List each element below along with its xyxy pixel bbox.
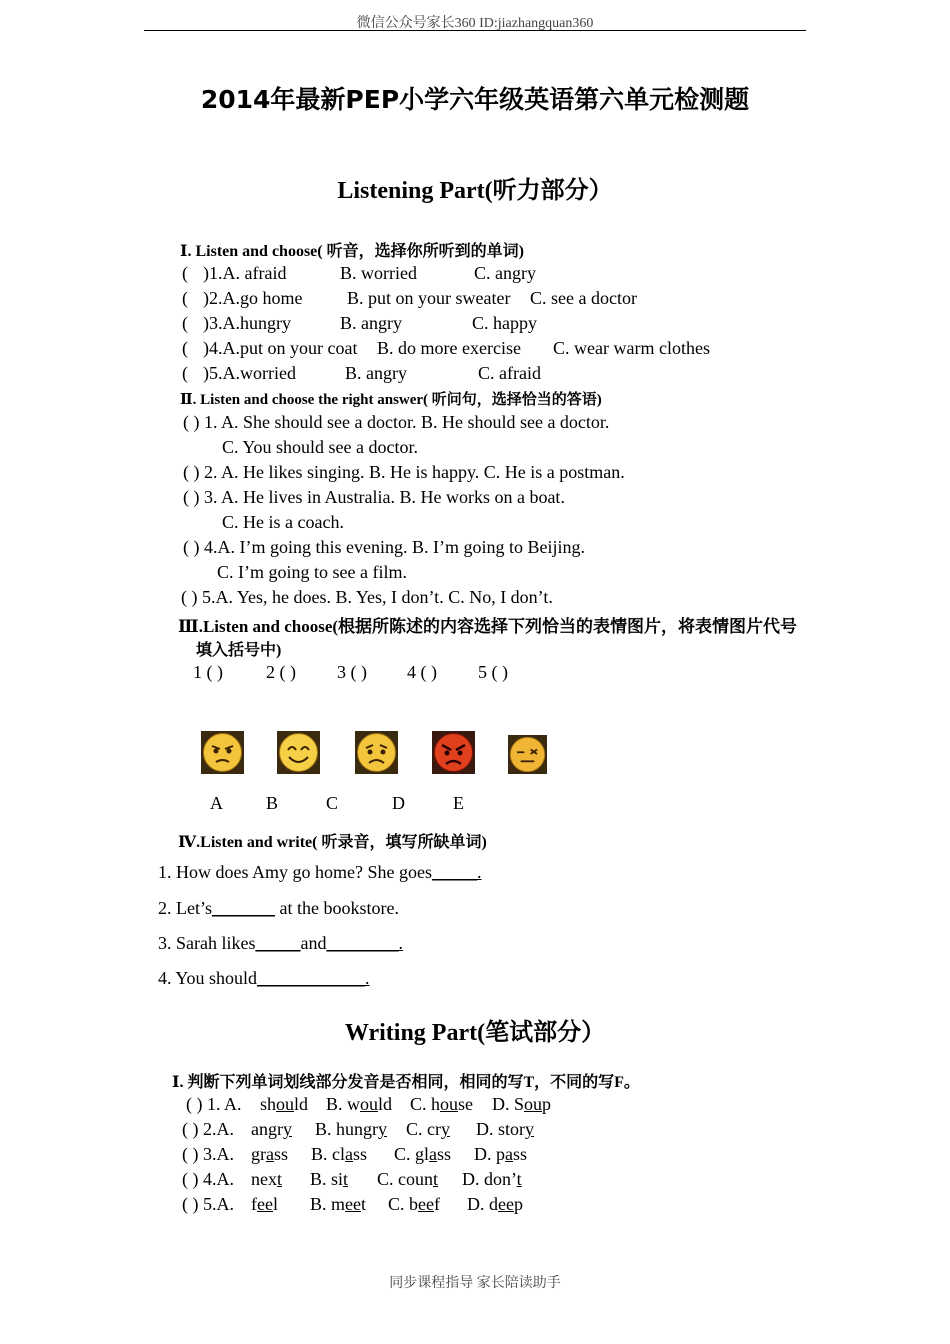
word-option xyxy=(260,1094,308,1115)
word-part: C. coun xyxy=(377,1169,433,1189)
answer-paren: ( xyxy=(182,363,188,383)
page-footer: 同步课程指导 家长陪读助手 xyxy=(389,1276,561,1291)
answer-blank: _______ xyxy=(212,898,275,918)
choice-option: )2.A.go home xyxy=(203,288,303,308)
sec4-question-1 xyxy=(158,862,481,883)
sec4-question-4 xyxy=(158,968,370,989)
answer-paren: ( ) 3.A. xyxy=(182,1144,234,1164)
underlined-part: ee xyxy=(498,1194,514,1214)
word-option xyxy=(251,1119,292,1140)
word-option xyxy=(251,1194,278,1215)
answer-blank: _____ xyxy=(255,933,301,953)
word-part: D. d xyxy=(467,1194,498,1214)
underlined-part: ee xyxy=(345,1194,361,1214)
underlined-part: y xyxy=(378,1119,387,1139)
word-option xyxy=(492,1094,551,1115)
word-option xyxy=(326,1094,392,1115)
sec2-line: ( ) 4.A. I’m going this evening. B. I’m going to Beijing. xyxy=(183,537,585,557)
sec5-heading: Ⅰ. 判断下列单词划线部分发音是否相同，相同的写T，不同的写F。 xyxy=(172,1074,640,1091)
answer-paren: ( ) 1. A. xyxy=(186,1094,242,1114)
question-text: and xyxy=(300,933,327,953)
choice-option: C. happy xyxy=(472,313,537,333)
underlined-part: t xyxy=(433,1169,439,1189)
underlined-part: y xyxy=(441,1119,450,1139)
underlined-part: ee xyxy=(257,1194,273,1214)
page-header: 微信公众号家长360 ID:jiazhangquan360 xyxy=(356,16,594,31)
answer-paren: ( xyxy=(182,263,188,283)
choice-option: B. worried xyxy=(340,263,417,283)
face-label-d: D xyxy=(392,793,405,813)
choice-option: C. wear warm clothes xyxy=(553,338,710,358)
sec2-line: C. He is a coach. xyxy=(222,512,344,532)
worried-face-icon xyxy=(355,731,398,774)
question-text: 2. Let’s xyxy=(158,898,212,918)
sec2-line: C. I’m going to see a film. xyxy=(217,562,407,582)
underlined-part: y xyxy=(282,1119,292,1139)
underlined-part: a xyxy=(345,1144,353,1164)
word-part: ss xyxy=(353,1144,368,1164)
word-part: D. don’ xyxy=(462,1169,517,1189)
sec3-blank-2: 2 ( ) xyxy=(266,662,296,682)
underlined-part: ou xyxy=(276,1094,295,1114)
header-rule xyxy=(144,30,806,31)
face-label-e: E xyxy=(453,793,464,813)
underlined-part: y xyxy=(525,1119,534,1139)
word-part: B. cl xyxy=(311,1144,345,1164)
question-text: 1. How does Amy go home? She goes xyxy=(158,862,432,882)
face-label-b: B xyxy=(266,793,279,813)
word-part: C. b xyxy=(388,1194,419,1214)
word-part: B. m xyxy=(310,1194,346,1214)
happy-face-icon xyxy=(277,731,320,774)
word-part: l xyxy=(272,1194,278,1214)
sec3-blank-1: 1 ( ) xyxy=(193,662,223,682)
question-text: 3. Sarah likes xyxy=(158,933,256,953)
answer-blank: ____________. xyxy=(257,968,370,988)
annoyed-face-icon xyxy=(508,735,547,774)
answer-blank: ________. xyxy=(326,933,403,953)
word-part: gr xyxy=(251,1144,266,1164)
answer-paren: ( ) 4.A. xyxy=(182,1169,234,1189)
listening-part-title: Listening Part(听力部分） xyxy=(337,178,613,204)
underlined-part: a xyxy=(429,1144,438,1164)
sec2-line: ( ) 5.A. Yes, he does. B. Yes, I don’t. C. No, I don’t. xyxy=(181,587,553,607)
word-option xyxy=(251,1144,288,1165)
underlined-part: ou xyxy=(360,1094,379,1114)
word-part: se xyxy=(458,1094,474,1114)
answer-paren: ( xyxy=(182,338,188,358)
sec3-heading-cont: 填入括号中) xyxy=(196,642,282,659)
word-part: B. w xyxy=(326,1094,361,1114)
word-option xyxy=(377,1169,438,1190)
word-option xyxy=(406,1119,450,1140)
word-option xyxy=(474,1144,527,1165)
word-option xyxy=(394,1144,451,1165)
word-option xyxy=(310,1169,348,1190)
word-part: D. stor xyxy=(476,1119,525,1139)
sec2-heading: Ⅱ. Listen and choose the right answer( 听问句，选择恰当的答语) xyxy=(180,392,602,408)
sec3-heading: Ⅲ.Listen and choose(根据所陈述的内容选择下列恰当的表情图片，将表情图片代号 xyxy=(178,617,798,636)
choice-option: C. see a doctor xyxy=(530,288,637,308)
underlined-part: t xyxy=(277,1169,283,1189)
choice-option: )1.A. afraid xyxy=(203,263,287,283)
sec2-line: ( ) 2. A. He likes singing. B. He is happy. C. He is a postman. xyxy=(183,462,625,482)
word-part: ss xyxy=(274,1144,289,1164)
answer-blank: _____. xyxy=(431,862,482,882)
choice-option: B. put on your sweater xyxy=(347,288,511,308)
underlined-part: t xyxy=(343,1169,349,1189)
word-part: ld xyxy=(378,1094,393,1114)
answer-paren: ( xyxy=(182,313,188,333)
word-part: C. gl xyxy=(394,1144,430,1164)
face-label-a: A xyxy=(210,793,223,813)
word-part: D. S xyxy=(492,1094,525,1114)
choice-option: C. afraid xyxy=(478,363,541,383)
word-option xyxy=(311,1144,367,1165)
underlined-part: ee xyxy=(418,1194,434,1214)
page-title: 2014年最新PEP小学六年级英语第六单元检测题 xyxy=(200,85,750,114)
answer-paren: ( xyxy=(182,288,188,308)
word-option xyxy=(476,1119,534,1140)
choice-option: )5.A.worried xyxy=(203,363,296,383)
sec2-line: C. You should see a doctor. xyxy=(222,437,419,457)
word-option xyxy=(251,1169,282,1190)
sec4-question-2 xyxy=(158,898,399,919)
choice-option: B. do more exercise xyxy=(377,338,521,358)
underlined-part: t xyxy=(516,1169,522,1189)
word-part: sh xyxy=(260,1094,277,1114)
face-label-c: C xyxy=(326,793,339,813)
question-text: 4. You should xyxy=(158,968,258,988)
choice-option: C. angry xyxy=(474,263,536,283)
underlined-part: a xyxy=(266,1144,274,1164)
sec4-heading: Ⅳ.Listen and write( 听录音，填写所缺单词) xyxy=(178,834,487,851)
sec3-blank-3: 3 ( ) xyxy=(337,662,367,682)
word-part: t xyxy=(361,1194,367,1214)
word-part: C. h xyxy=(410,1094,441,1114)
word-part: B. hungr xyxy=(315,1119,378,1139)
word-part: B. si xyxy=(310,1169,344,1189)
question-text: at the bookstore. xyxy=(275,898,399,918)
word-part: C. cr xyxy=(406,1119,441,1139)
word-part: D. p xyxy=(474,1144,505,1164)
word-part: ss xyxy=(513,1144,528,1164)
word-option xyxy=(310,1194,366,1215)
underlined-part: ou xyxy=(524,1094,543,1114)
word-part: f xyxy=(434,1194,440,1214)
sec3-blank-4: 4 ( ) xyxy=(407,662,437,682)
word-option xyxy=(315,1119,387,1140)
choice-option: B. angry xyxy=(345,363,407,383)
word-option xyxy=(462,1169,522,1190)
word-part: f xyxy=(251,1194,257,1214)
sec4-question-3 xyxy=(158,933,403,954)
underlined-part: a xyxy=(505,1144,513,1164)
choice-option: B. angry xyxy=(340,313,402,333)
writing-part-title: Writing Part(笔试部分） xyxy=(344,1020,606,1046)
furious-face-icon xyxy=(432,731,475,774)
answer-paren: ( ) 5.A. xyxy=(182,1194,234,1214)
choice-option: )4.A.put on your coat xyxy=(203,338,358,358)
word-part: angr xyxy=(251,1119,283,1139)
angry-face-icon xyxy=(201,731,244,774)
word-option xyxy=(467,1194,523,1215)
sec3-blank-5: 5 ( ) xyxy=(478,662,508,682)
word-part: ld xyxy=(294,1094,309,1114)
word-part: nex xyxy=(251,1169,277,1189)
word-option xyxy=(388,1194,440,1215)
sec2-line: ( ) 3. A. He lives in Australia. B. He works on a boat. xyxy=(183,487,565,507)
word-part: p xyxy=(542,1094,552,1114)
answer-paren: ( ) 2.A. xyxy=(182,1119,234,1139)
underlined-part: ou xyxy=(440,1094,459,1114)
word-part: ss xyxy=(437,1144,452,1164)
choice-option: )3.A.hungry xyxy=(203,313,291,333)
sec2-line: ( ) 1. A. She should see a doctor. B. He should see a doctor. xyxy=(183,412,610,432)
word-part: p xyxy=(513,1194,523,1214)
word-option xyxy=(410,1094,473,1115)
sec1-heading: Ⅰ. Listen and choose( 听音，选择你所听到的单词) xyxy=(180,243,524,260)
